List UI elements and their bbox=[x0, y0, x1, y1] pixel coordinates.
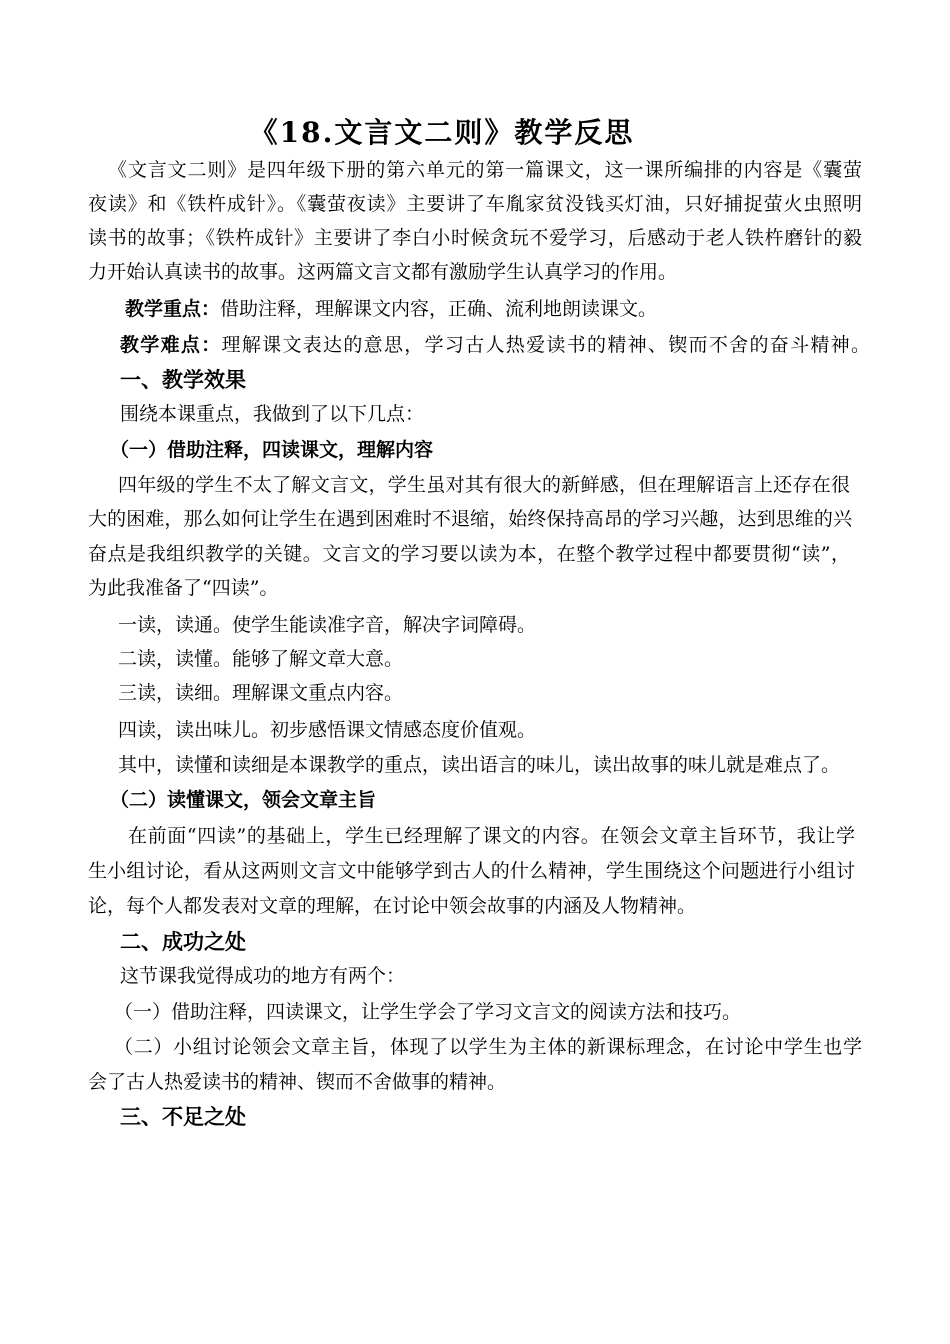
read-step-item: 三读，读细。理解课文重点内容。 bbox=[118, 682, 404, 704]
intro-line: 《文言文二则》是四年级下册的第六单元的第一篇课文，这一课所编排的内容是《囊萤 bbox=[108, 159, 862, 181]
difficulty-text: 理解课文表达的意思，学习古人热爱读书的精神、锲而不舍的奋斗精神。 bbox=[221, 334, 870, 356]
intro-line: 读书的故事；《铁杵成针》主要讲了李白小时候贪玩不爱学习，后感动于老人铁杵磨针的毅 bbox=[88, 227, 862, 249]
paragraph-line: 奋点是我组织教学的关键。文言文的学习要以读为本，在整个教学过程中都要贯彻“读”， bbox=[88, 543, 850, 565]
subsection-heading: （一）借助注释，四读课文，理解内容 bbox=[110, 439, 434, 461]
key-point-label: 教学重点： bbox=[125, 298, 221, 320]
success-point-line: （二）小组讨论领会文章主旨，体现了以学生为主体的新课标理念，在讨论中学生也学 bbox=[114, 1036, 862, 1058]
read-step-item: 四读，读出味儿。初步感悟课文情感态度价值观。 bbox=[118, 719, 537, 741]
success-point-line: 会了古人热爱读书的精神、锲而不舍做事的精神。 bbox=[88, 1071, 507, 1093]
key-point-line bbox=[125, 295, 657, 323]
document-title: 《18.文言文二则》教学反思 bbox=[249, 116, 635, 149]
subsection-heading: （二）读懂课文，领会文章主旨 bbox=[110, 789, 377, 811]
section-lead: 这节课我觉得成功的地方有两个： bbox=[120, 965, 406, 987]
paragraph-line: 论，每个人都发表对文章的理解，在讨论中领会故事的内涵及人物精神。 bbox=[88, 895, 697, 917]
section-heading: 三、不足之处 bbox=[120, 1104, 246, 1129]
intro-line: 力开始认真读书的故事。这两篇文言文都有激励学生认真学习的作用。 bbox=[88, 261, 678, 283]
section-heading: 二、成功之处 bbox=[120, 929, 246, 954]
section-heading: 一、教学效果 bbox=[120, 367, 246, 392]
key-point-text: 借助注释，理解课文内容，正确、流利地朗读课文。 bbox=[220, 298, 658, 320]
summary-line: 其中，读懂和读细是本课教学的重点，读出语言的味儿，读出故事的味儿就是难点了。 bbox=[118, 754, 841, 776]
difficulty-line bbox=[120, 331, 870, 359]
paragraph-line: 生小组讨论，看从这两则文言文中能够学到古人的什么精神，学生围绕这个问题进行小组讨 bbox=[88, 860, 855, 882]
success-point: （一）借助注释，四读课文，让学生学会了学习文言文的阅读方法和技巧。 bbox=[114, 1001, 742, 1023]
paragraph-line: 为此我准备了“四读”。 bbox=[88, 577, 279, 599]
section-lead: 围绕本课重点，我做到了以下几点： bbox=[120, 403, 425, 425]
read-step-item: 二读，读懂。能够了解文章大意。 bbox=[118, 648, 404, 670]
difficulty-label: 教学难点： bbox=[120, 334, 222, 356]
read-step-item: 一读，读通。使学生能读准字音，解决字词障碍。 bbox=[118, 614, 537, 636]
paragraph-line: 大的困难，那么如何让学生在遇到困难时不退缩，始终保持高昂的学习兴趣，达到思维的兴 bbox=[88, 508, 852, 530]
intro-line: 夜读》和《铁杵成针》。《囊萤夜读》主要讲了车胤家贫没钱买灯油，只好捕捉萤火虫照明 bbox=[88, 193, 862, 215]
paragraph-line: 四年级的学生不太了解文言文，学生虽对其有很大的新鲜感，但在理解语言上还存在很 bbox=[118, 474, 850, 496]
paragraph-line: 在前面“四读”的基础上，学生已经理解了课文的内容。在领会文章主旨环节，我让学 bbox=[128, 825, 855, 847]
